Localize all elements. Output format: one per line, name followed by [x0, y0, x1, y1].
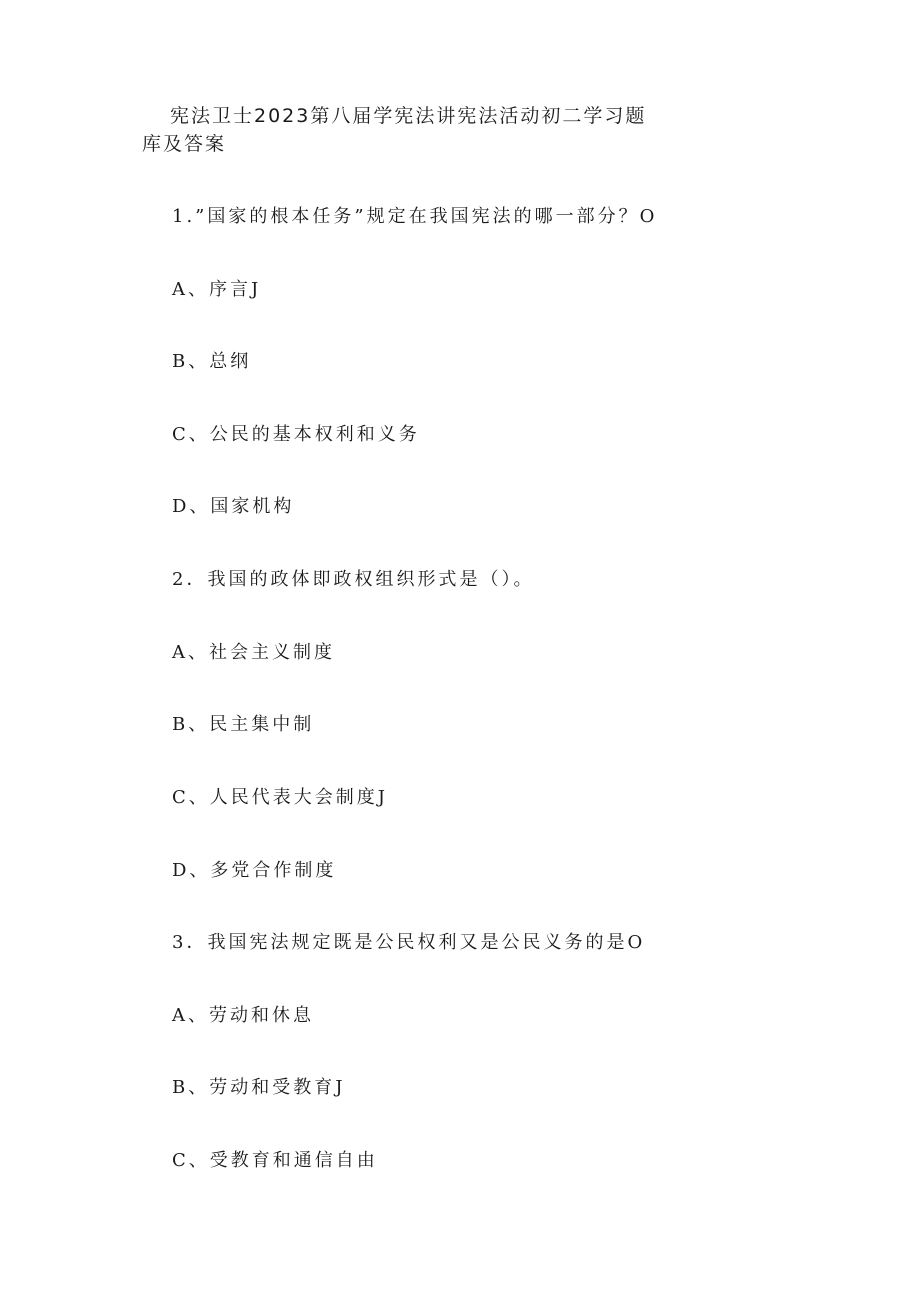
question-1-option-a: A、序言J [172, 279, 262, 300]
question-2-option-d: D、多党合作制度 [172, 860, 337, 881]
question-3-option-c: C、受教育和通信自由 [172, 1150, 378, 1171]
document-title: 宪法卫士2023第八届学宪法讲宪法活动初二学习题库及答案 [142, 105, 647, 155]
question-2-option-b: B、民主集中制 [172, 714, 315, 735]
question-2-option-a: A、社会主义制度 [172, 642, 335, 663]
question-1-stem: 1.”国家的根本任务”规定在我国宪法的哪一部分？O [172, 206, 658, 227]
question-2-stem: 2．我国的政体即政权组织形式是（）。 [172, 569, 535, 590]
question-3-option-a: A、劳动和休息 [172, 1005, 314, 1026]
question-1-option-b: B、总纲 [172, 351, 252, 372]
question-1-option-d: D、国家机构 [172, 496, 295, 517]
question-3-option-b: B、劳动和受教育J [172, 1077, 346, 1098]
question-2-option-c: C、人民代表大会制度J [172, 787, 388, 808]
question-3-stem: 3．我国宪法规定既是公民权利又是公民义务的是O [172, 932, 646, 953]
question-1-option-c: C、公民的基本权利和义务 [172, 424, 420, 445]
